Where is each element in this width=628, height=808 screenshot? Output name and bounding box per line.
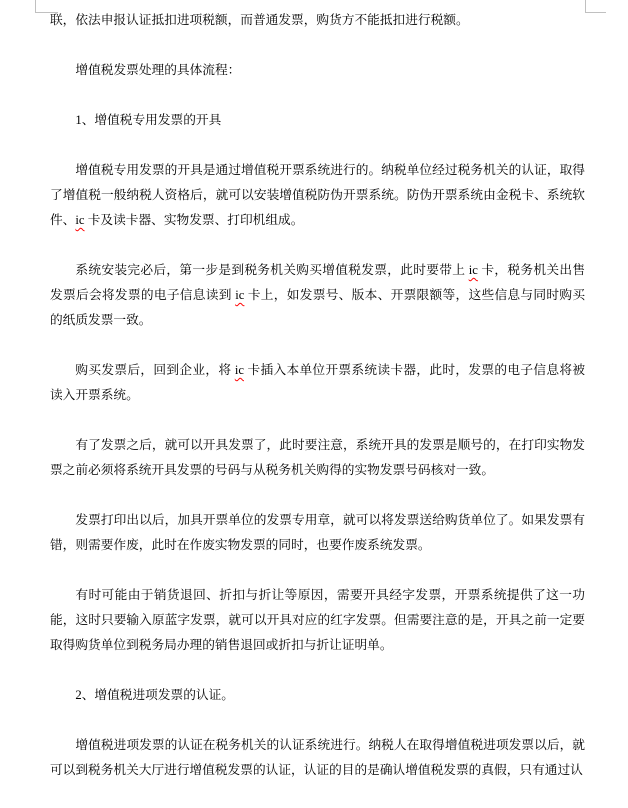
text-run: 购买发票后，回到企业，将 xyxy=(75,363,235,377)
text-run: 系统安装完必后，第一步是到税务机关购买增值税发票，此时要带上 xyxy=(75,263,469,277)
text-run: 卡及读卡器、实物发票、打印机组成。 xyxy=(84,213,304,227)
paragraph[interactable] xyxy=(50,583,585,658)
document-text-area[interactable] xyxy=(50,8,585,808)
text-run: 2、增值税进项发票的认证。 xyxy=(75,688,234,702)
paragraph[interactable] xyxy=(50,108,585,133)
text-run: 有时可能由于销货退回、折扣与折让等原因，需要开具经字发票，开票系统提供了这一功能，这时只要输入原蓝字发票，就可以开具对应的红字发票。但需要注意的是，开具之前一定要取得购货单位到税务局办理的销售退回或折扣与折让证明单。 xyxy=(50,588,585,652)
text-run: 有了发票之后，就可以开具发票了，此时要注意，系统开具的发票是顺号的，在打印实物发票之前必须将系统开具发票的号码与从税务机关购得的实物发票号码核对一致。 xyxy=(50,438,585,477)
text-run: 卡插入本单位开票系统读卡器，此时，发票的电子信息将被读入开票系统。 xyxy=(50,363,586,402)
paragraph[interactable] xyxy=(50,733,585,783)
text-run: 增值税进项发票的认证在税务机关的认证系统进行。纳税人在取得增值税进项发票以后，就可以到税务机关大厅进行增值税发票的认证，认证的目的是确认增值税发票的真假，只有通过认 xyxy=(50,738,585,777)
paragraph[interactable] xyxy=(50,358,585,408)
text-run: 增值税专用发票的开具是通过增值税开票系统进行的。纳税单位经过税务机关的认证，取得了增值税一般纳税人资格后，就可以安装增值税防伪开票系统。防伪开票系统由金税卡、系统软件、 xyxy=(50,163,585,227)
text-run: 发票打印出以后，加具开票单位的发票专用章，就可以将发票送给购货单位了。如果发票有错，则需要作废，此时在作废实物发票的同时，也要作废系统发票。 xyxy=(50,513,585,552)
misspelled-word: ic xyxy=(234,363,244,377)
misspelled-word: ic xyxy=(468,263,478,277)
text-run: 增值税发票处理的具体流程： xyxy=(75,63,241,77)
paragraph[interactable] xyxy=(50,58,585,83)
paragraph[interactable] xyxy=(50,683,585,708)
paragraph[interactable] xyxy=(50,508,585,558)
paragraph[interactable] xyxy=(50,158,585,233)
text-run: 卡上，如发票号、版本、开票限额等，这些信息与同时购买的纸质发票一致。 xyxy=(50,288,586,327)
paragraph[interactable] xyxy=(50,8,585,33)
misspelled-word: ic xyxy=(75,213,85,227)
text-run: 1、增值税专用发票的开具 xyxy=(75,113,222,127)
paragraph[interactable] xyxy=(50,433,585,483)
margin-crop-mark-right xyxy=(585,0,606,13)
text-run: 卡，税务机关出售发票后会将发票的电子信息读到 xyxy=(50,263,586,302)
misspelled-word: ic xyxy=(235,288,245,302)
text-run: 联，依法申报认证抵扣进项税额，而普通发票，购货方不能抵扣进行税额。 xyxy=(50,13,469,27)
paragraph[interactable] xyxy=(50,258,585,333)
